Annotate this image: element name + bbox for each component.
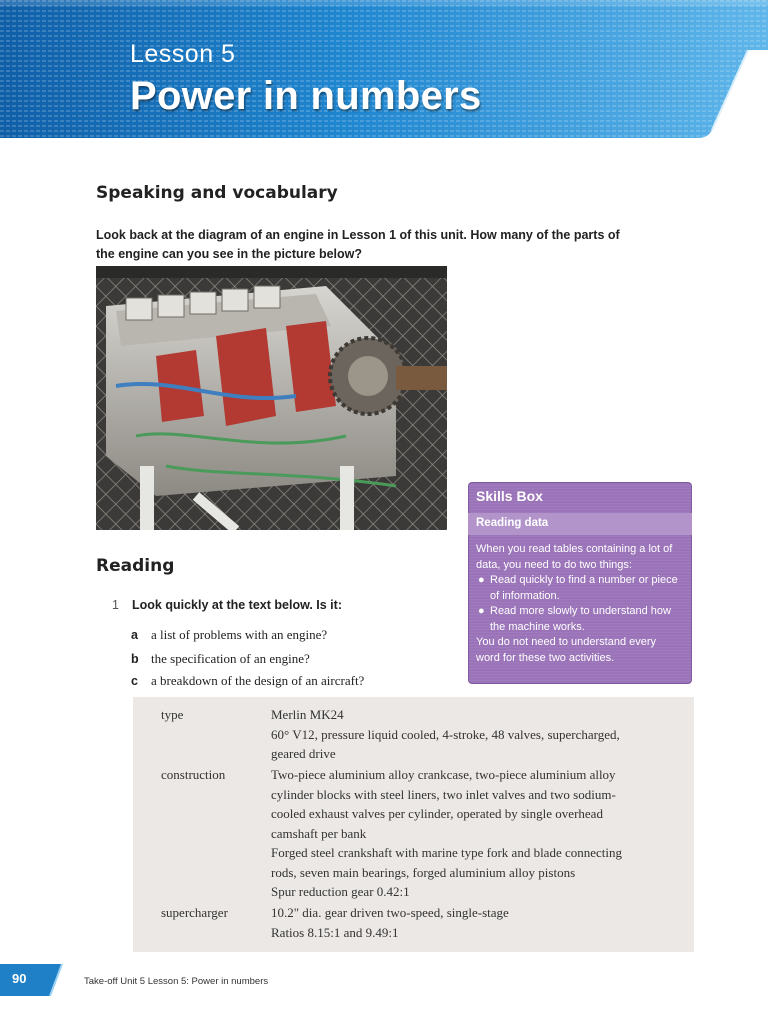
option-a [131, 627, 327, 643]
skills-box-subtitle: Reading data [476, 517, 549, 529]
option-b [131, 651, 310, 667]
lesson-label: Lesson 5 [130, 40, 236, 68]
footer-text: Take-off Unit 5 Lesson 5: Power in numbers [84, 976, 269, 987]
skills-box-subtitle-band [468, 513, 692, 535]
skills-bullets [476, 573, 688, 635]
intro-line: Look back at the diagram of an engine in Lesson 1 of this unit. How many of the parts of [96, 228, 620, 242]
spec-line: Spur reduction gear 0.42:1 [271, 884, 410, 899]
spec-line: Merlin MK24 [271, 707, 344, 722]
spec-label-construction: construction [161, 767, 226, 782]
spec-value-construction [271, 765, 681, 902]
skills-lead-line: When you read tables containing a lot of [476, 543, 673, 555]
spec-value-supercharger [271, 903, 681, 942]
option-text: the specification of an engine? [151, 651, 310, 666]
speaking-intro [96, 226, 676, 264]
option-letter: b [131, 652, 139, 666]
spec-table [133, 697, 694, 952]
spec-line: 60° V12, pressure liquid cooled, 4-stroke, 48 valves, supercharged, [271, 726, 620, 742]
skills-closing-line: You do not need to understand every [476, 636, 657, 648]
spec-value-type [271, 705, 681, 764]
bullet-icon: ● [478, 605, 485, 617]
engine-photo [96, 266, 447, 530]
page-number: 90 [12, 971, 27, 986]
spec-line: geared drive [271, 746, 336, 761]
spec-label-supercharger: supercharger [161, 905, 228, 920]
bullet-line: Read more slowly to understand how [490, 605, 671, 617]
skills-box [468, 482, 692, 684]
bullet-line: the machine works. [490, 620, 585, 633]
option-letter: c [131, 674, 138, 688]
bullet-icon: ● [478, 574, 485, 586]
skills-box-body [476, 542, 688, 666]
spec-line: cylinder blocks with steel liners, two inlet valves and two sodium- [271, 786, 616, 802]
option-text: a list of problems with an engine? [151, 627, 328, 642]
question-text: Look quickly at the text below. Is it: [132, 598, 342, 612]
spec-line: Two-piece aluminium alloy crankcase, two-piece aluminium alloy [271, 767, 616, 782]
skills-box-title: Skills Box [476, 488, 543, 504]
intro-line: the engine can you see in the picture below? [96, 247, 363, 261]
spec-line: camshaft per bank [271, 825, 367, 841]
spec-line: Ratios 8.15:1 and 9.49:1 [271, 924, 399, 940]
reading-heading: Reading [96, 556, 175, 576]
skills-closing-line: word for these two activities. [476, 651, 615, 664]
spec-line: rods, seven main bearings, forged aluminium alloy pistons [271, 864, 576, 880]
spec-label-type: type [161, 707, 184, 722]
page-number-tab [0, 964, 64, 996]
option-letter: a [131, 628, 138, 642]
option-text: a breakdown of the design of an aircraft? [151, 673, 365, 688]
skills-lead-line: data, you need to do two things: [476, 558, 632, 571]
spec-line: cooled exhaust valves per cylinder, operated by single overhead [271, 806, 603, 821]
lesson-banner [0, 0, 768, 138]
spec-line: 10.2" dia. gear driven two-speed, single-stage [271, 905, 509, 920]
bullet-line: of information. [490, 589, 560, 602]
question-number: 1 [112, 598, 119, 612]
speaking-heading: Speaking and vocabulary [96, 183, 338, 203]
engine-illustration [96, 266, 447, 530]
question-1 [112, 598, 342, 612]
lesson-title: Power in numbers [130, 74, 482, 118]
bullet-line: Read quickly to find a number or piece [490, 574, 678, 586]
skills-bullet [476, 604, 688, 635]
spec-line: Forged steel crankshaft with marine type fork and blade connecting [271, 845, 623, 860]
option-c [131, 673, 364, 689]
skills-bullet [476, 573, 688, 604]
